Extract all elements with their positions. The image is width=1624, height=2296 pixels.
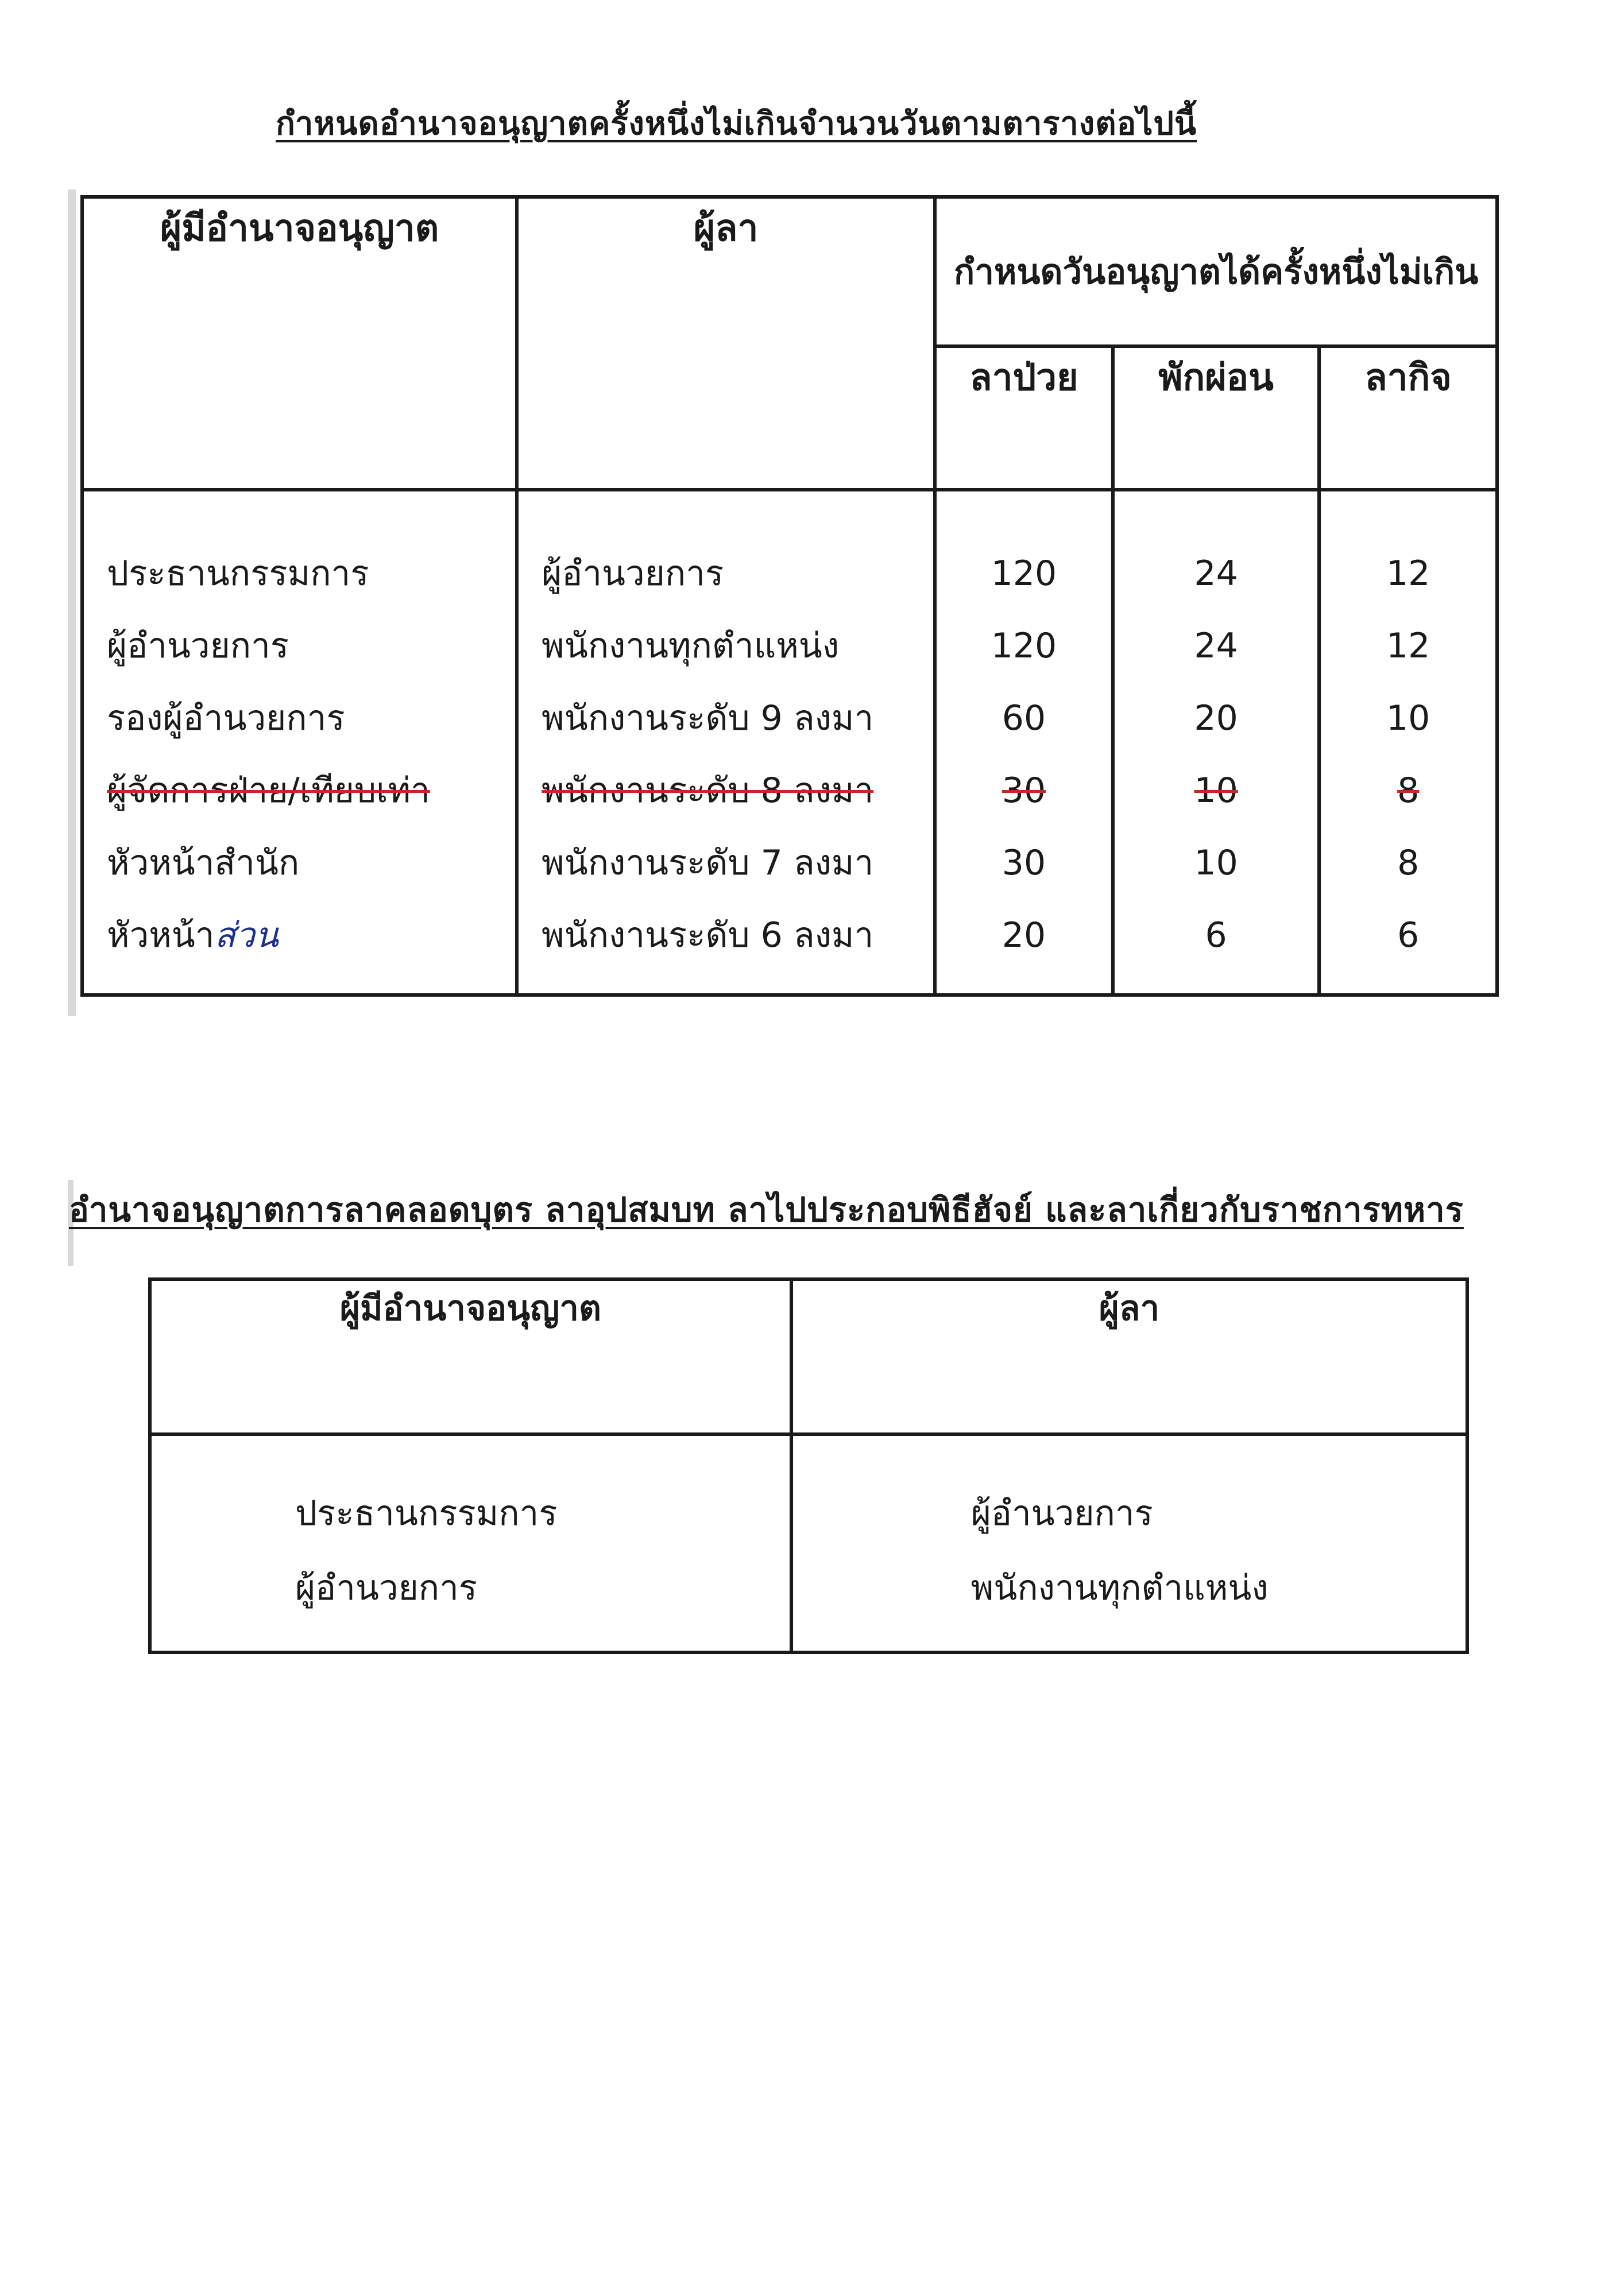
handwritten-correction: ส่วน — [214, 915, 279, 955]
table-row-applicant: พนักงานระดับ 9 ลงมา — [542, 698, 874, 738]
table-row-authority: รองผู้อำนวยการ — [107, 698, 345, 738]
personal-days-value: 8 — [1397, 843, 1420, 883]
table-row-applicant: ผู้อำนวยการ — [542, 553, 724, 594]
header-authority: ผู้มีอำนาจอนุญาต — [150, 1279, 791, 1434]
table-row-authority: ประธานกรรมการ — [295, 1493, 558, 1534]
header-personal-leave: ลากิจ — [1319, 346, 1497, 490]
vacation-days-value: 20 — [1194, 698, 1238, 738]
table-row-authority-struck: ผู้จัดการฝ่าย/เทียบเท่า — [107, 771, 430, 811]
sick-days-value: 120 — [991, 626, 1057, 666]
personal-days-value-struck: 8 — [1397, 771, 1420, 811]
vacation-days-value: 24 — [1194, 626, 1238, 666]
vacation-days-value: 10 — [1194, 843, 1238, 883]
table-row-applicant-struck: พนักงานระดับ 8 ลงมา — [542, 771, 874, 811]
table-row-authority: หัวหน้าสำนัก — [107, 843, 300, 883]
vacation-days-value: 6 — [1205, 915, 1227, 955]
authority-column — [150, 1434, 791, 1652]
sick-days-value: 120 — [991, 553, 1057, 594]
vacation-days-value: 24 — [1194, 553, 1238, 594]
section-title: อำนาจอนุญาตการลาคลอดบุตร ลาอุปสมบท ลาไปประกอบพิธีฮัจย์ และลาเกี่ยวกับราชการทหาร — [69, 1190, 1464, 1229]
table-row-applicant: ผู้อำนวยการ — [970, 1493, 1153, 1534]
personal-days-value: 12 — [1386, 626, 1430, 666]
authority-column — [82, 490, 517, 995]
header-days-group: กำหนดวันอนุญาตได้ครั้งหนึ่งไม่เกิน — [935, 197, 1497, 346]
sick-days-value: 20 — [1002, 915, 1046, 955]
table-row-authority: ประธานกรรมการ — [107, 553, 369, 594]
vacation-days-value-struck: 10 — [1194, 771, 1238, 811]
personal-days-value: 6 — [1397, 915, 1420, 955]
applicant-column — [791, 1434, 1467, 1652]
applicant-column — [517, 490, 935, 995]
table-row-applicant: พนักงานระดับ 6 ลงมา — [542, 915, 874, 955]
leave-authority-table — [80, 195, 1499, 997]
personal-days-value: 10 — [1386, 698, 1430, 738]
header-sick-leave: ลาป่วย — [935, 346, 1113, 490]
table-row-applicant: พนักงานระดับ 7 ลงมา — [542, 843, 874, 883]
sick-days-value: 30 — [1002, 843, 1046, 883]
header-authority: ผู้มีอำนาจอนุญาต — [82, 197, 517, 490]
vacation-leave-column — [1113, 490, 1320, 995]
sick-leave-column — [935, 490, 1113, 995]
header-applicant: ผู้ลา — [517, 197, 935, 490]
table-row-applicant: พนักงานทุกตำแหน่ง — [542, 626, 840, 666]
table-row-authority: ผู้อำนวยการ — [107, 626, 289, 666]
page-title: กำหนดอำนาจอนุญาตครั้งหนึ่งไม่เกินจำนวนวันตามตารางต่อไปนี้ — [276, 105, 1197, 142]
table-row-authority: หัวหน้าส่วน — [107, 915, 279, 955]
table-row-authority: ผู้อำนวยการ — [295, 1568, 477, 1608]
sick-days-value-struck: 30 — [1002, 771, 1046, 811]
scan-edge-shadow — [68, 189, 76, 1016]
header-vacation-leave: พักผ่อน — [1113, 346, 1320, 490]
special-leave-authority-table — [148, 1277, 1469, 1654]
table-row-applicant: พนักงานทุกตำแหน่ง — [970, 1568, 1269, 1608]
personal-days-value: 12 — [1386, 553, 1430, 594]
sick-days-value: 60 — [1002, 698, 1046, 738]
header-applicant: ผู้ลา — [791, 1279, 1467, 1434]
personal-leave-column — [1319, 490, 1497, 995]
